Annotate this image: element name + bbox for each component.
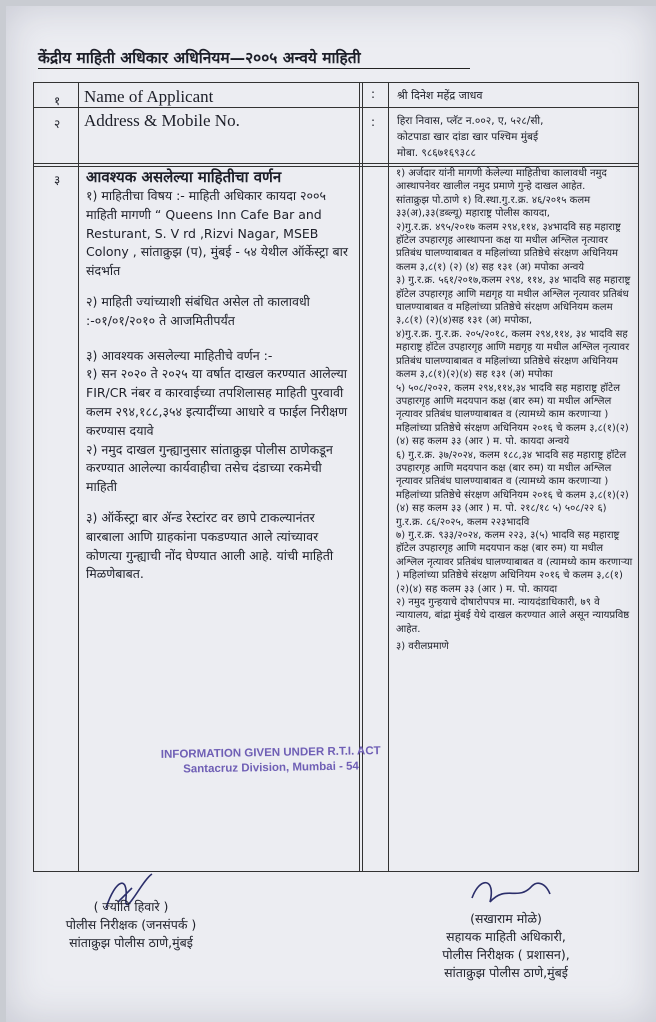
stamp-line: INFORMATION GIVEN UNDER R.T.I. ACT <box>160 745 381 761</box>
reply-paragraph: १) अर्जदार यांनी मागणी केलेल्या माहितीचा कालावधी नमुद आस्थापनेवर खालील नमुद प्रमाणे गुन्हे दाखल आहेत. <box>396 168 607 193</box>
info-item: २) नमुद दाखल गुन्ह्यानुसार सांताक्रुझ पोलीस ठाणेकडून करण्यात आलेल्या कार्यवाहीचा तसेच दंडाच्या रकमेची माहिती <box>86 441 333 495</box>
row-separator: : <box>371 87 376 101</box>
signatory-name: (सखाराम मोळे) <box>470 911 542 926</box>
information-provided <box>396 167 634 654</box>
mobile-number: मोबा. ९८६७१६९३८८ <box>397 147 476 159</box>
signatory-name: ( ज्योति हिवारे ) <box>93 899 169 914</box>
reply-paragraph: २) नमुद गुन्हयाचे दोषारोपपत्र मा. न्यायदंडाधिकारी, ७९ वे न्यायालय, बांद्रा मुंबई येथे दाखल करण्यात आले असून न्यायप्रविष्ठ आहेत. <box>396 597 630 635</box>
reply-paragraph: ३) वरीलप्रमाणे <box>396 641 449 653</box>
signatory-right <box>406 910 606 982</box>
signatory-designation: सहायक माहिती अधिकारी, <box>446 929 566 944</box>
signatory-left <box>46 898 216 952</box>
address-line: हिरा निवास, प्लॅट न.००२, ए, ५२८/सी, <box>397 115 544 127</box>
stamp-line: Santacruz Division, Mumbai - 54 <box>183 760 359 776</box>
rti-stamp <box>161 744 381 778</box>
title-underline <box>38 68 470 69</box>
row-separator: : <box>371 115 376 129</box>
info-subject: १) माहितीचा विषय :- माहिती अधिकार कायदा २००५ माहिती मागणी “ Queens Inn Cafe Bar and Resturant, S. V rd ,Rizvi Nagar, MSEB Colony , सांताक्रुझ (प), मुंबई - ५४ येथील ऑर्केस्ट्रा बार संदर्भात <box>86 188 348 279</box>
row-heading: आवश्यक असलेल्या माहितीचा वर्णन <box>86 168 282 186</box>
reply-paragraph: ६) गु.र.क्र. ३७/२०२४, कलम १८८,३४ भादवि सह महाराष्ट्र हॉटेल उपहारगृह आणि मदयपान कक्ष (बार रुम) या मधील अश्लिल नृत्यावर प्रतिबंध घालण्याबाबत व (त्यामध्ये काम करणाऱ्या ) महिलांच्या प्रतिष्ठेचे संरक्षण अधिनियम २०१६ चे कलम ३,८(१)(२)(४) सह कलम ३३ (आर ) म. पो. २१८/१८ ५) ५०८/२२ ६) गु.र.क्र. ८६/२०२५, कलम २२३भादवि <box>396 449 629 528</box>
info-item: १) सन २०२० ते २०२५ या वर्षात दाखल करण्यात आलेल्या FIR/CR नंबर व कारवाईच्या तपशिलासह माहिती पुरवावी कलम २९४,१८८,३५४ इत्यादींच्या आधारे व फाईल निरीक्षण करण्यास दयावे <box>86 366 348 438</box>
address-line: कोटपाडा खार दांडा खार पश्चिम मुंबई <box>397 131 539 143</box>
document-title: केंद्रीय माहिती अधिकार अधिनियम—२००५ अन्वये माहिती <box>38 49 361 67</box>
document-page <box>6 6 656 1022</box>
info-item: ३) ऑर्केस्ट्रा बार ॲन्ड रेस्टांरट वर छापे टाकल्यानंतर बारबाला आणि ग्राहकांना पकडण्यात आले त्यांच्यावर कोणत्या गुन्ह्याची नोंद घेण्यात आली आहे. यांची माहिती मिळणेबाबत. <box>86 509 334 582</box>
row-divider-1 <box>34 107 638 108</box>
requested-information <box>86 187 352 584</box>
applicant-name: श्री दिनेश महेंद्र जाधव <box>397 89 483 102</box>
signatory-office: सांताक्रुझ पोलीस ठाणे,मुंबई <box>444 965 568 980</box>
reply-paragraph: २)गु.र.क्र. ४९५/२०१७ कलम २९४,११४, ३४भादवि सह महाराष्ट्र हॉटेल उपहारगृह आस्थापना कक्ष या मधील अश्लिल नृत्यावर प्रतिबंध घालण्याबाबत व महिलांच्या प्रतिष्ठेचे संरक्षण अधिनियम कलम ३,८(१) (२) (४) सह १३१ (अ) मपोका अन्वये <box>396 221 621 273</box>
reply-paragraph: ३) गु.र.क्र. ५६१/२०१७,कलम २९४, ११४, ३४ भादवि सह महाराष्ट्र हॉटेल उपहारगृह आणि मद्यगृह या मधील अश्लिल नृत्यावर प्रतिबंध घालण्याबाबत व महिलांच्या प्रतिष्ठेचे संरक्षण अधिनियम कलम ३,८(१) (२)(४)सह १३१ (अ) मपोका, <box>396 275 631 327</box>
row-number: ३ <box>54 173 61 187</box>
info-period: २) माहिती ज्यांच्याशी संबंधित असेल तो कालावधी :-०१/०१/२०१० ते आजमितीपर्यंत <box>86 293 310 328</box>
reply-paragraph: ४)गु.र.क्र. गु.र.क्र. २०५/२०१८, कलम २९४,११४, ३४ भादवि सह महाराष्ट्र हॉटेल उपहारगृह आणि मद्यगृह या मधील अश्लिल नृत्यावर प्रतिबंध घालण्याबाबत व महिलांच्या प्रतिष्ठेचे संरक्षण अधिनियम कलम ३,८(१)(२)(४) सह १३१ (अ) मपोका <box>396 328 630 381</box>
column-divider-number <box>78 83 79 871</box>
row-number: १ <box>54 94 61 108</box>
reply-paragraph: सांताक्रुझ पो.ठाणे १) वि.स्था.गु.र.क्र. ४६/२०१५ कलम ३३(अ),३३(डब्ल्यू) महाराष्ट्र पोलीस कायदा, <box>396 194 591 220</box>
signatory-designation: पोलीस निरीक्षक (जनसंपर्क ) <box>65 917 197 932</box>
reply-paragraph: ७) गु.र.क्र. ९३३/२०२४, कलम २२३, ३(५) भादवि सह महाराष्ट्र हॉटेल उपहारगृह आणि मदयपान कक्ष (बार रुम) या मधील अश्लिल नृत्यावर प्रतिबंध घालण्याबाबत व (त्यामध्ये काम करणाऱ्या ) महिलांच्या प्रतिष्ठेचे संरक्षण अधिनियम २०१६ चे कलम ३,८(१)(२)(४) सह कलम ३३ (आर ) म. पो. कायदा <box>396 529 633 595</box>
reply-paragraph: ५) ५०८/२०२२, कलम २९४,११४,३४ भादवि सह महाराष्ट्र हॉटेल उपहारगृह आणि मदयपान कक्ष (बार रुम) या मधील अश्लिल नृत्यावर प्रतिबंध घालण्याबाबत व (त्यामध्ये काम करणाऱ्या ) महिलांच्या प्रतिष्ठेचे संरक्षण अधिनियम २०१६ चे कलम ३,८(१)(२)(४) सह कलम ३३ (आर ) म. पो. कायदा अन्वये <box>396 382 629 448</box>
row-number: २ <box>54 117 61 131</box>
signatory-designation: पोलीस निरीक्षक ( प्रशासन), <box>442 947 570 962</box>
info-description-heading: ३) आवश्यक असलेल्या माहितीचे वर्णन :- <box>86 347 273 363</box>
row-label: Name of Applicant <box>84 87 214 106</box>
signatory-office: सांताक्रुझ पोलीस ठाणे,मुंबई <box>69 935 193 950</box>
column-divider-value <box>388 83 389 871</box>
address-block <box>397 113 543 161</box>
row-label: Address & Mobile No. <box>84 111 240 130</box>
